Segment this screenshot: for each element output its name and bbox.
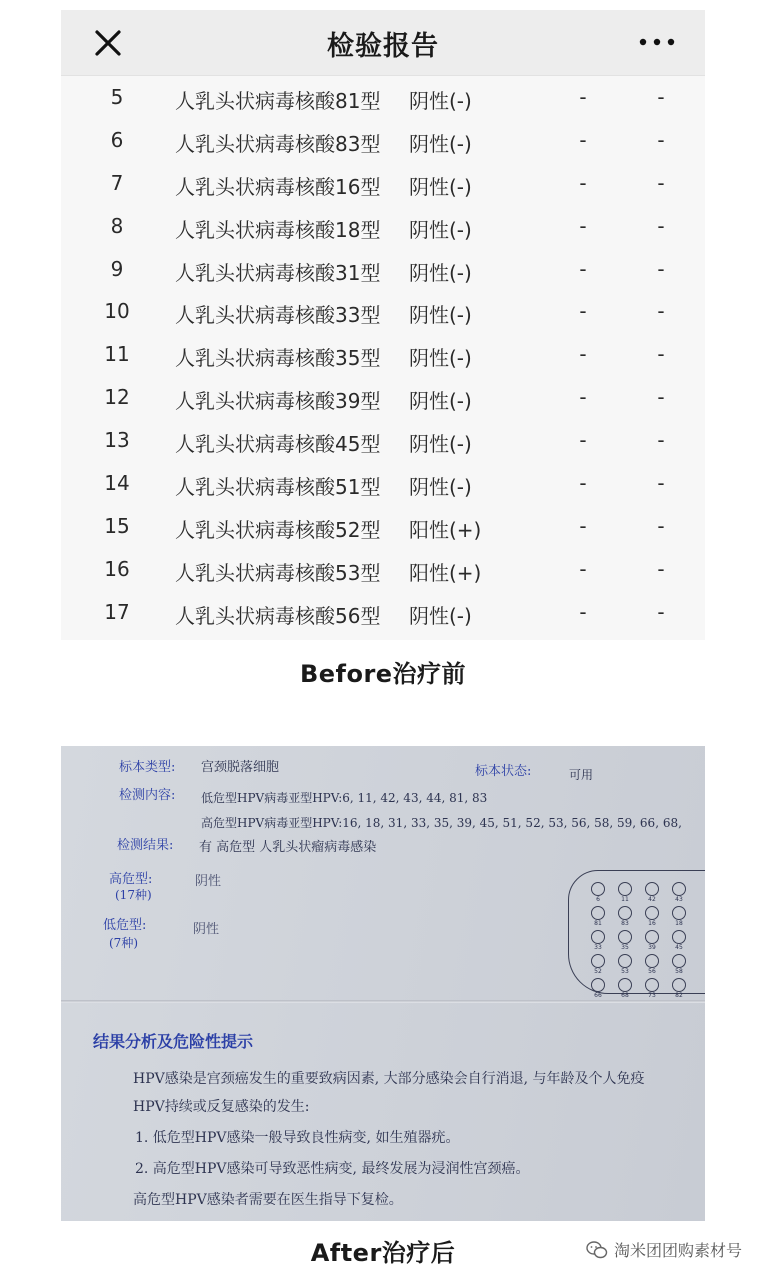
- test-item: 人乳头状病毒核酸56型: [175, 603, 381, 628]
- table-row: [61, 419, 705, 462]
- test-result: 阳性(+): [409, 560, 482, 585]
- low-risk-types: 低危型HPV病毒亚型HPV:6, 11, 42, 43, 44, 81, 83: [201, 791, 488, 805]
- table-row: [61, 462, 705, 505]
- watermark: [586, 1238, 742, 1261]
- low-risk-value: 阴性: [193, 922, 220, 937]
- table-row: [61, 205, 705, 248]
- chip-dot-label: 18: [675, 920, 683, 927]
- sample-type-label: 标本类型:: [119, 760, 176, 775]
- row-number: 6: [110, 127, 124, 152]
- test-item: 人乳头状病毒核酸39型: [175, 389, 381, 414]
- table-row: [61, 376, 705, 419]
- row-number: 17: [104, 599, 130, 624]
- test-result-label: 检测结果:: [117, 838, 174, 853]
- unit-value: -: [657, 170, 665, 195]
- unit-value: -: [657, 599, 665, 624]
- chip-dot-label: 33: [594, 944, 602, 951]
- table-row: [61, 591, 705, 634]
- chip-dot: [672, 954, 686, 968]
- table-row: [61, 76, 705, 119]
- more-dots-icon[interactable]: [637, 34, 677, 50]
- unit-value: -: [657, 127, 665, 152]
- chip-dot: [591, 906, 605, 920]
- paper-fold: [61, 1000, 705, 1003]
- unit-value: -: [657, 513, 665, 538]
- unit-value: -: [657, 85, 665, 109]
- test-item: 人乳头状病毒核酸52型: [175, 517, 381, 542]
- chip-dot: [591, 978, 605, 992]
- ref-value: -: [579, 85, 587, 109]
- test-result: 阴性(-): [409, 389, 472, 414]
- table-row: [61, 333, 705, 376]
- chip-dot-label: 66: [594, 992, 602, 999]
- test-item: 人乳头状病毒核酸18型: [175, 217, 381, 242]
- table-row: [61, 548, 705, 591]
- chip-dot-label: 39: [648, 944, 656, 951]
- row-number: 5: [110, 85, 124, 109]
- chip-dot-label: 6: [596, 896, 600, 903]
- ref-value: -: [579, 170, 587, 195]
- sample-type-value: 宫颈脱落细胞: [201, 760, 280, 775]
- caption-after: After治疗后: [310, 1239, 456, 1267]
- sample-state-value: 可用: [569, 768, 594, 782]
- high-risk-count: (17种): [115, 888, 152, 902]
- chip-dot-label: 52: [594, 968, 602, 975]
- unit-value: -: [657, 385, 665, 410]
- page-title: 检验报告: [327, 31, 439, 62]
- high-risk-value: 阴性: [195, 874, 222, 889]
- test-item: 人乳头状病毒核酸35型: [175, 346, 381, 371]
- analysis-point-1: 1. 低危型HPV感染一般导致良性病变, 如生殖器疣。: [135, 1130, 460, 1146]
- chip-dot-label: 43: [675, 896, 683, 903]
- chip-dot: [645, 906, 659, 920]
- row-number: 11: [104, 342, 130, 367]
- chip-dot: [672, 930, 686, 944]
- chip-dot-label: 73: [648, 992, 656, 999]
- test-result: 阴性(-): [409, 475, 472, 500]
- chip-dot: [618, 954, 632, 968]
- chip-dot-label: 35: [621, 944, 629, 951]
- unit-value: -: [657, 556, 665, 581]
- section-title: 结果分析及危险性提示: [93, 1032, 254, 1051]
- chip-dot: [618, 882, 632, 896]
- chip-dot-label: 81: [594, 920, 602, 927]
- table-row: [61, 290, 705, 333]
- test-item: 人乳头状病毒核酸31型: [175, 260, 381, 285]
- chip-dot: [672, 978, 686, 992]
- test-result: 阴性(-): [409, 260, 472, 285]
- chip-dot-label: 68: [621, 992, 629, 999]
- chip-dot-label: 45: [675, 944, 683, 951]
- chip-dot: [618, 906, 632, 920]
- chip-dot: [645, 978, 659, 992]
- test-result: 阳性(+): [409, 517, 482, 542]
- row-number: 13: [104, 428, 130, 453]
- test-item: 人乳头状病毒核酸81型: [175, 89, 381, 113]
- analysis-paragraph-2: HPV持续或反复感染的发生:: [133, 1099, 310, 1115]
- chip-dot: [618, 978, 632, 992]
- ref-value: -: [579, 385, 587, 410]
- chip-dot-label: 11: [621, 896, 629, 903]
- chip-dot: [645, 954, 659, 968]
- test-result-value: 有 高危型 人乳头状瘤病毒感染: [199, 840, 377, 855]
- test-item: 人乳头状病毒核酸51型: [175, 475, 381, 500]
- chip-dot: [591, 930, 605, 944]
- row-number: 15: [104, 513, 130, 538]
- low-risk-count: (7种): [109, 936, 138, 950]
- table-row: [61, 162, 705, 205]
- row-number: 10: [104, 299, 130, 324]
- test-item: 人乳头状病毒核酸83型: [175, 131, 381, 156]
- test-result: 阴性(-): [409, 89, 472, 113]
- chip-dot: [672, 906, 686, 920]
- test-result: 阴性(-): [409, 603, 472, 628]
- test-result: 阴性(-): [409, 174, 472, 199]
- chip-dot-label: 82: [675, 992, 683, 999]
- before-report-screenshot: [61, 10, 705, 640]
- row-number: 8: [110, 213, 124, 238]
- after-report-photo: [61, 746, 705, 1221]
- ref-value: -: [579, 428, 587, 453]
- test-content-label: 检测内容:: [119, 788, 176, 803]
- chip-dot: [645, 882, 659, 896]
- high-risk-types: 高危型HPV病毒亚型HPV:16, 18, 31, 33, 35, 39, 45, 51, 52, 53, 56, 58, 59, 66, 68,: [201, 816, 682, 830]
- chip-dot-label: 83: [621, 920, 629, 927]
- table-row: [61, 119, 705, 162]
- ref-value: -: [579, 556, 587, 581]
- row-number: 12: [104, 385, 130, 410]
- chip-dot-label: 16: [648, 920, 656, 927]
- ref-value: -: [579, 599, 587, 624]
- row-number: 9: [110, 256, 124, 281]
- unit-value: -: [657, 299, 665, 324]
- ref-value: -: [579, 127, 587, 152]
- unit-value: -: [657, 213, 665, 238]
- low-risk-label: 低危型:: [103, 918, 147, 933]
- row-number: 14: [104, 471, 130, 496]
- chip-dot: [591, 954, 605, 968]
- chip-dot-label: 56: [648, 968, 656, 975]
- watermark-text: 淘米团团购素材号: [613, 1241, 742, 1260]
- test-result: 阴性(-): [409, 131, 472, 156]
- caption-before: Before治疗前: [299, 660, 467, 688]
- test-item: 人乳头状病毒核酸45型: [175, 432, 381, 457]
- chip-dot: [672, 882, 686, 896]
- wechat-icon: [586, 1240, 608, 1260]
- ref-value: -: [579, 342, 587, 367]
- app-header: [61, 10, 705, 76]
- analysis-paragraph-1: HPV感染是宫颈癌发生的重要致病因素, 大部分感染会自行消退, 与年龄及个人免疫: [133, 1071, 645, 1087]
- high-risk-label: 高危型:: [109, 872, 153, 887]
- test-result: 阴性(-): [409, 346, 472, 371]
- unit-value: -: [657, 428, 665, 453]
- chip-dot-label: 42: [648, 896, 656, 903]
- test-result: 阴性(-): [409, 217, 472, 242]
- ref-value: -: [579, 471, 587, 496]
- unit-value: -: [657, 256, 665, 281]
- table-row: [61, 248, 705, 291]
- analysis-note: 高危型HPV感染者需要在医生指导下复检。: [133, 1192, 403, 1208]
- analysis-point-2: 2. 高危型HPV感染可导致恶性病变, 最终发展为浸润性宫颈癌。: [135, 1161, 530, 1177]
- table-row: [61, 505, 705, 548]
- test-item: 人乳头状病毒核酸53型: [175, 560, 381, 585]
- unit-value: -: [657, 342, 665, 367]
- result-table: [61, 76, 705, 634]
- test-result: 阴性(-): [409, 432, 472, 457]
- ref-value: -: [579, 213, 587, 238]
- row-number: 7: [110, 170, 124, 195]
- chip-dot-label: 58: [675, 968, 683, 975]
- chip-dot: [645, 930, 659, 944]
- test-result: 阴性(-): [409, 303, 472, 328]
- chip-dot: [591, 882, 605, 896]
- chip-dot: [618, 930, 632, 944]
- chip-dot-label: 53: [621, 968, 629, 975]
- ref-value: -: [579, 513, 587, 538]
- ref-value: -: [579, 256, 587, 281]
- test-item: 人乳头状病毒核酸33型: [175, 303, 381, 328]
- sample-state-label: 标本状态:: [475, 764, 532, 779]
- unit-value: -: [657, 471, 665, 496]
- ref-value: -: [579, 299, 587, 324]
- test-item: 人乳头状病毒核酸16型: [175, 174, 381, 199]
- row-number: 16: [104, 556, 130, 581]
